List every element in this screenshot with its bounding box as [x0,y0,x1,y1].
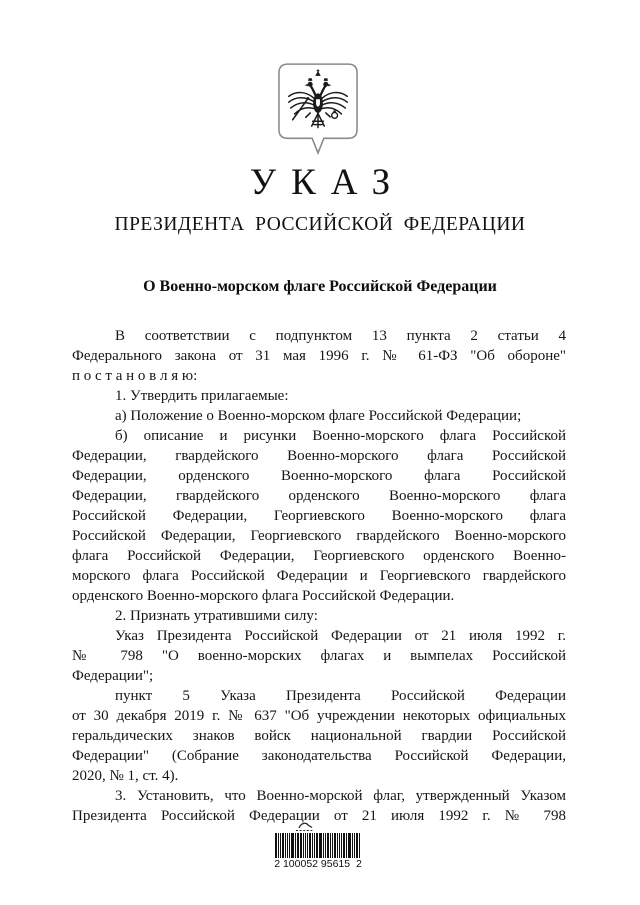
body-line: б) описание и рисунки Военно-морского флага Российской [115,428,566,444]
body-line: Федерации" (Собрание законодательства Российской Федерации, [72,748,566,764]
print-mark-icon [292,820,318,832]
body-line: Российской Федерации, Георгиевского гвардейского Военно-морского [72,528,566,544]
document-issuer: ПРЕЗИДЕНТА РОССИЙСКОЙ ФЕДЕРАЦИИ [114,214,526,235]
body-line: флага Российской Федерации, Георгиевского орденского Военно- [72,548,566,564]
body-line: пункт 5 Указа Президента Российской Федерации [115,688,566,704]
body-line: 1. Утвердить прилагаемые: [115,388,289,404]
body-line: Федерации, гвардейского орденского Военно-морского флага [72,488,566,504]
body-line: Президента Российской Федерации от 21 июля 1992 г. № 798 [72,808,566,824]
body-line: Федерации, гвардейского Военно-морского флага Российской [72,448,566,464]
barcode [275,833,361,858]
body-line: № 798 "О военно-морских флагах и вымпелах Российской [72,648,566,664]
body-line: Российской Федерации, Георгиевского Военно-морского флага [72,508,566,524]
document-type-text: УКАЗ [249,162,406,203]
body-line: Федерации"; [72,668,154,684]
coat-of-arms-icon [277,62,359,160]
document-title: О Военно-морском флаге Российской Федерации [143,278,497,295]
body-line: Указ Президента Российской Федерации от 21 июля 1992 г. [115,628,566,644]
barcode-section [270,820,366,871]
barcode-digits: 2 100052 95615 2 [274,858,362,870]
body-line: В соответствии с подпунктом 13 пункта 2 статьи 4 [115,328,566,344]
body-line: от 30 декабря 2019 г. № 637 "Об учреждении некоторых официальных [72,708,566,724]
body-line: Федерации, орденского Военно-морского флага Российской [72,468,566,484]
body-line: геральдических знаков войск национальной гвардии Российской [72,728,566,744]
body-line: 2. Признать утратившими силу: [115,608,318,624]
body-line: Федерального закона от 31 мая 1996 г. № 61-ФЗ "Об обороне" [72,348,566,364]
body-line: орденского Военно-морского флага Российской Федерации. [72,588,455,604]
document-type-title [0,163,640,203]
body-line: 2020, № 1, ст. 4). [72,768,179,784]
document-body [72,326,566,826]
body-line: морского флага Российской Федерации и Георгиевского гвардейского [72,568,566,584]
body-line: 3. Установить, что Военно-морской флаг, утвержденный Указом [115,788,566,804]
body-line: а) Положение о Военно-морском флаге Российской Федерации; [115,408,522,424]
body-line: п о с т а н о в л я ю: [72,368,198,384]
